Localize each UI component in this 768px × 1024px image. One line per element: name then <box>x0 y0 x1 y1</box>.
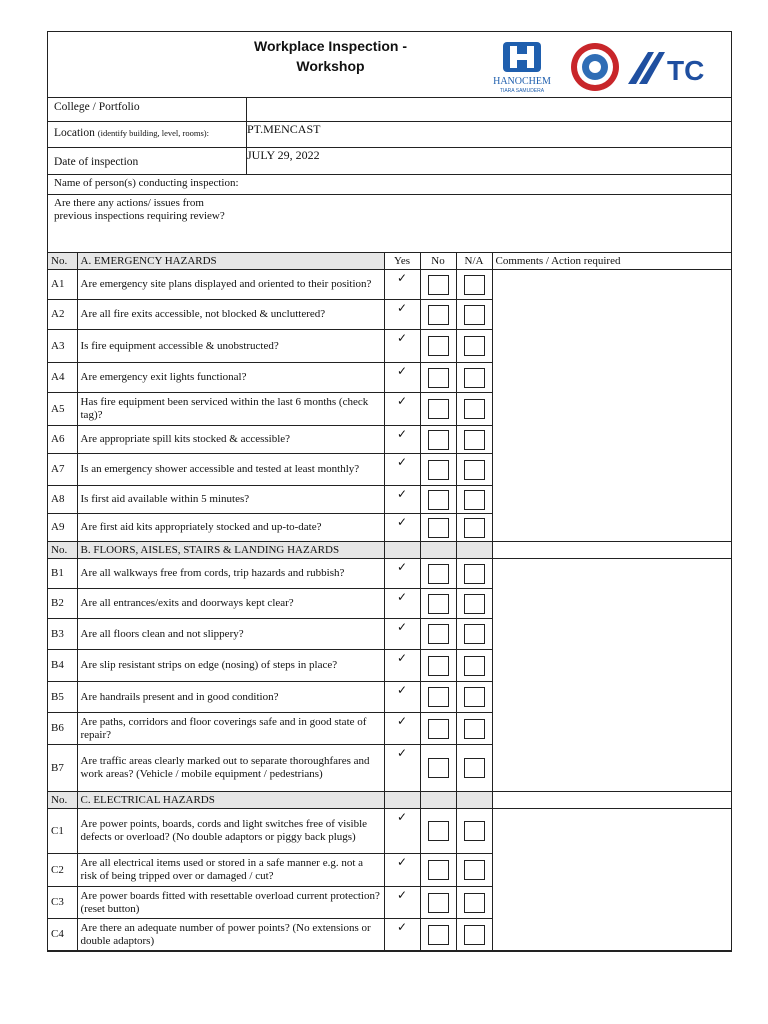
section-title: C. ELECTRICAL HAZARDS <box>77 792 384 809</box>
item-question: Are all floors clean and not slippery? <box>77 619 384 650</box>
comments-header: Comments / Action required <box>492 253 731 270</box>
yes-check[interactable] <box>384 559 420 589</box>
na-checkbox[interactable] <box>464 430 485 450</box>
yes-check[interactable] <box>384 854 420 887</box>
na-cell <box>456 682 492 713</box>
no-checkbox[interactable] <box>428 719 449 739</box>
no-checkbox[interactable] <box>428 564 449 584</box>
no-checkbox[interactable] <box>428 758 449 778</box>
hanochem-subtext: TIARA SAMUDERA <box>499 88 545 94</box>
checklist-table <box>48 253 731 951</box>
item-id: A3 <box>48 330 77 363</box>
tc-logo <box>628 52 704 86</box>
item-id: B3 <box>48 619 77 650</box>
no-header: No <box>420 253 456 270</box>
comments-cell[interactable] <box>492 270 731 542</box>
yes-check[interactable] <box>384 454 420 486</box>
check-mark-icon: ✓ <box>396 394 408 408</box>
date-value[interactable]: JULY 29, 2022 <box>247 148 320 162</box>
na-checkbox[interactable] <box>464 860 485 880</box>
no-cell <box>420 809 456 854</box>
check-mark-icon: ✓ <box>396 855 408 869</box>
previous-row <box>48 195 731 253</box>
no-cell <box>420 426 456 454</box>
checklist-body <box>48 253 731 951</box>
item-id: A8 <box>48 486 77 514</box>
na-cell <box>456 809 492 854</box>
comments-cell[interactable] <box>492 809 731 951</box>
na-checkbox[interactable] <box>464 687 485 707</box>
form-header <box>48 32 731 98</box>
location-row <box>48 122 731 148</box>
item-id: A7 <box>48 454 77 486</box>
item-id: C3 <box>48 887 77 919</box>
item-question: Is fire equipment accessible & unobstructed? <box>77 330 384 363</box>
checklist-row <box>48 809 731 854</box>
section-no-label: No. <box>48 253 77 270</box>
no-cell <box>420 619 456 650</box>
na-cell <box>456 589 492 619</box>
no-cell <box>420 887 456 919</box>
yes-check[interactable] <box>384 682 420 713</box>
na-cell <box>456 559 492 589</box>
na-checkbox[interactable] <box>464 821 485 841</box>
no-cell <box>420 300 456 330</box>
yes-check[interactable] <box>384 745 420 792</box>
check-mark-icon: ✓ <box>396 560 408 574</box>
item-question: Are slip resistant strips on edge (nosing) of steps in place? <box>77 650 384 682</box>
na-checkbox[interactable] <box>464 275 485 295</box>
section-title: A. EMERGENCY HAZARDS <box>77 253 384 270</box>
item-question: Are all entrances/exits and doorways kept clear? <box>77 589 384 619</box>
college-value[interactable] <box>247 98 731 121</box>
previous-label: Are there any actions/ issues from previous inspections requiring review? <box>54 197 225 222</box>
no-cell <box>420 650 456 682</box>
na-cell <box>456 300 492 330</box>
na-checkbox[interactable] <box>464 305 485 325</box>
item-question: Are all walkways free from cords, trip hazards and rubbish? <box>77 559 384 589</box>
na-cell <box>456 454 492 486</box>
na-checkbox[interactable] <box>464 336 485 356</box>
date-row <box>48 148 731 175</box>
no-cell <box>420 589 456 619</box>
item-id: A4 <box>48 363 77 393</box>
section-header-row <box>48 253 731 270</box>
na-cell <box>456 486 492 514</box>
item-question: Are first aid kits appropriately stocked and up-to-date? <box>77 514 384 542</box>
item-question: Is first aid available within 5 minutes? <box>77 486 384 514</box>
item-id: B2 <box>48 589 77 619</box>
item-id: B5 <box>48 682 77 713</box>
no-checkbox[interactable] <box>428 925 449 945</box>
na-cell <box>456 887 492 919</box>
na-checkbox[interactable] <box>464 624 485 644</box>
no-checkbox[interactable] <box>428 821 449 841</box>
na-cell <box>456 745 492 792</box>
yes-check[interactable] <box>384 426 420 454</box>
check-mark-icon: ✓ <box>396 301 408 315</box>
item-id: A5 <box>48 393 77 426</box>
check-mark-icon: ✓ <box>396 920 408 934</box>
no-cell <box>420 745 456 792</box>
no-cell <box>420 363 456 393</box>
na-checkbox[interactable] <box>464 594 485 614</box>
item-question: Are emergency site plans displayed and oriented to their position? <box>77 270 384 300</box>
na-cell <box>456 330 492 363</box>
no-checkbox[interactable] <box>428 687 449 707</box>
yes-check[interactable] <box>384 589 420 619</box>
check-mark-icon: ✓ <box>396 487 408 501</box>
check-mark-icon: ✓ <box>396 888 408 902</box>
item-id: B7 <box>48 745 77 792</box>
location-value[interactable]: PT.MENCAST <box>247 122 321 136</box>
tc-text: TC <box>667 55 705 86</box>
no-cell <box>420 330 456 363</box>
check-mark-icon: ✓ <box>396 455 408 469</box>
no-checkbox[interactable] <box>428 860 449 880</box>
form-title: Workplace Inspection - Workshop <box>254 38 407 74</box>
no-cell <box>420 514 456 542</box>
no-checkbox[interactable] <box>428 460 449 480</box>
yes-check[interactable] <box>384 887 420 919</box>
yes-check[interactable] <box>384 514 420 542</box>
yes-header: Yes <box>384 253 420 270</box>
item-question: Are all fire exits accessible, not blocked & uncluttered? <box>77 300 384 330</box>
na-checkbox[interactable] <box>464 518 485 538</box>
checklist-row <box>48 270 731 300</box>
no-checkbox[interactable] <box>428 518 449 538</box>
comments-cell[interactable] <box>492 792 731 809</box>
item-question: Has fire equipment been serviced within the last 6 months (check tag)? <box>77 393 384 426</box>
na-cell <box>456 514 492 542</box>
logos <box>473 40 723 94</box>
yes-check[interactable] <box>384 330 420 363</box>
no-cell <box>420 486 456 514</box>
section-title: B. FLOORS, AISLES, STAIRS & LANDING HAZARDS <box>77 542 384 559</box>
no-cell <box>420 393 456 426</box>
na-cell <box>456 426 492 454</box>
na-checkbox[interactable] <box>464 719 485 739</box>
na-checkbox[interactable] <box>464 460 485 480</box>
no-cell <box>420 559 456 589</box>
no-checkbox[interactable] <box>428 336 449 356</box>
gear-logo <box>571 43 619 91</box>
no-cell <box>420 854 456 887</box>
section-no-label: No. <box>48 542 77 559</box>
item-question: Are traffic areas clearly marked out to separate thoroughfares and work areas? (Vehicle / mobile equipment / pedestrians) <box>77 745 384 792</box>
na-header: N/A <box>456 253 492 270</box>
check-mark-icon: ✓ <box>396 651 408 665</box>
no-checkbox[interactable] <box>428 275 449 295</box>
item-id: A9 <box>48 514 77 542</box>
yes-check[interactable] <box>384 919 420 951</box>
no-cell <box>420 454 456 486</box>
persons-label: Name of person(s) conducting inspection: <box>48 175 731 195</box>
location-label: Location <box>54 127 95 139</box>
item-id: A6 <box>48 426 77 454</box>
yes-check[interactable] <box>384 393 420 426</box>
item-question: Are all electrical items used or stored in a safe manner e.g. not a risk of being tripped over or damaged / cut? <box>77 854 384 887</box>
na-checkbox[interactable] <box>464 758 485 778</box>
na-cell <box>456 270 492 300</box>
item-id: A1 <box>48 270 77 300</box>
na-cell <box>456 713 492 745</box>
check-mark-icon: ✓ <box>396 364 408 378</box>
yes-check[interactable] <box>384 300 420 330</box>
item-id: A2 <box>48 300 77 330</box>
item-question: Are power boards fitted with resettable overload current protection? (reset button) <box>77 887 384 919</box>
no-checkbox[interactable] <box>428 305 449 325</box>
item-id: C1 <box>48 809 77 854</box>
yes-check[interactable] <box>384 270 420 300</box>
check-mark-icon: ✓ <box>396 427 408 441</box>
check-mark-icon: ✓ <box>396 746 408 760</box>
check-mark-icon: ✓ <box>396 810 408 824</box>
item-question: Are emergency exit lights functional? <box>77 363 384 393</box>
na-cell <box>456 650 492 682</box>
college-row <box>48 98 731 122</box>
yes-check[interactable] <box>384 363 420 393</box>
location-label-cell <box>48 122 247 147</box>
item-id: B6 <box>48 713 77 745</box>
na-cell <box>456 919 492 951</box>
item-question: Are handrails present and in good condition? <box>77 682 384 713</box>
location-hint: (identify building, level, rooms): <box>97 128 209 138</box>
date-label: Date of inspection <box>48 148 247 174</box>
no-checkbox[interactable] <box>428 368 449 388</box>
na-checkbox[interactable] <box>464 656 485 676</box>
check-mark-icon: ✓ <box>396 515 408 529</box>
na-checkbox[interactable] <box>464 368 485 388</box>
checklist-row <box>48 559 731 589</box>
comments-cell[interactable] <box>492 559 731 792</box>
na-checkbox[interactable] <box>464 564 485 584</box>
no-cell <box>420 919 456 951</box>
hanochem-logo <box>493 42 551 94</box>
section-header-row <box>48 792 731 809</box>
check-mark-icon: ✓ <box>396 590 408 604</box>
no-checkbox[interactable] <box>428 624 449 644</box>
yes-check[interactable] <box>384 809 420 854</box>
section-no-label: No. <box>48 792 77 809</box>
na-cell <box>456 854 492 887</box>
yes-check[interactable] <box>384 619 420 650</box>
hanochem-text: HANOCHEM <box>493 76 551 87</box>
na-cell <box>456 393 492 426</box>
no-checkbox[interactable] <box>428 430 449 450</box>
item-id: B1 <box>48 559 77 589</box>
college-label: College / Portfolio <box>48 98 247 121</box>
item-id: C2 <box>48 854 77 887</box>
check-mark-icon: ✓ <box>396 620 408 634</box>
item-question: Is an emergency shower accessible and tested at least monthly? <box>77 454 384 486</box>
no-cell <box>420 270 456 300</box>
item-question: Are power points, boards, cords and light switches free of visible defects or overload? (No double adaptors or piggy back plugs) <box>77 809 384 854</box>
check-mark-icon: ✓ <box>396 683 408 697</box>
check-mark-icon: ✓ <box>396 714 408 728</box>
yes-check[interactable] <box>384 650 420 682</box>
inspection-form <box>47 31 732 952</box>
na-cell <box>456 363 492 393</box>
no-cell <box>420 713 456 745</box>
item-id: C4 <box>48 919 77 951</box>
yes-check[interactable] <box>384 713 420 745</box>
na-checkbox[interactable] <box>464 399 485 419</box>
no-checkbox[interactable] <box>428 594 449 614</box>
no-checkbox[interactable] <box>428 490 449 510</box>
yes-check[interactable] <box>384 486 420 514</box>
na-checkbox[interactable] <box>464 893 485 913</box>
no-checkbox[interactable] <box>428 399 449 419</box>
comments-cell[interactable] <box>492 542 731 559</box>
item-question: Are appropriate spill kits stocked & accessible? <box>77 426 384 454</box>
no-checkbox[interactable] <box>428 656 449 676</box>
item-id: B4 <box>48 650 77 682</box>
no-cell <box>420 682 456 713</box>
check-mark-icon: ✓ <box>396 331 408 345</box>
no-checkbox[interactable] <box>428 893 449 913</box>
na-checkbox[interactable] <box>464 925 485 945</box>
item-question: Are there an adequate number of power points? (No extensions or double adaptors) <box>77 919 384 951</box>
na-cell <box>456 619 492 650</box>
na-checkbox[interactable] <box>464 490 485 510</box>
item-question: Are paths, corridors and floor coverings safe and in good state of repair? <box>77 713 384 745</box>
section-header-row <box>48 542 731 559</box>
check-mark-icon: ✓ <box>396 271 408 285</box>
